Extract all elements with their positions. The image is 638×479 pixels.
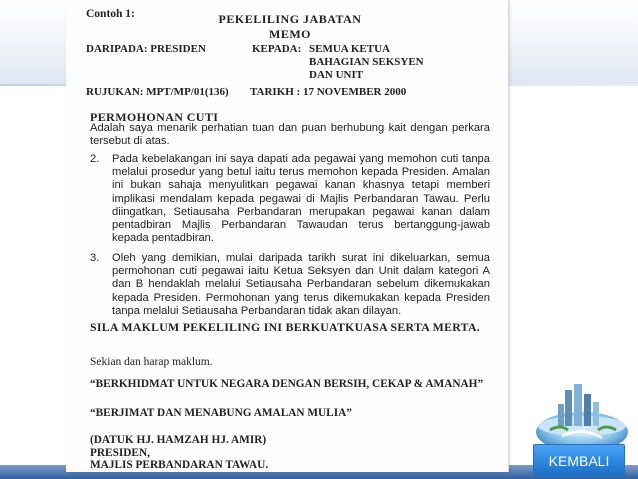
title-line-1: PEKELILING JABATAN [218,12,362,26]
reference-field: RUJUKAN: MPT/MP/01(136) [86,86,229,98]
memo-document [66,0,509,472]
to-line: DAN UNIT [309,69,364,81]
effective-notice: SILA MAKLUM PEKELILING INI BERKUATKUASA SERTA MERTA. [90,320,481,334]
to-label: KEPADA: [252,43,302,55]
paragraph-3 [90,252,490,318]
from-field: DARIPADA: PRESIDEN [86,43,206,55]
date-field: TARIKH : 17 NOVEMBER 2000 [250,86,407,98]
motto-2: “BERJIMAT DAN MENABUNG AMALAN MULIA” [90,407,352,419]
closing-line: Sekian dan harap maklum. [90,356,213,368]
paragraph-number: 3. [90,252,100,264]
kembali-button[interactable]: KEMBALI [533,444,625,477]
paragraph-2 [90,153,490,245]
paragraph-text: Oleh yang demikian, mulai daripada tarikh surat ini dikeluarkan, semua permohonan cuti pegawai iaitu Ketua Seksyen dan Unit dalam kategori A dan B hendaklah melalui Setiausaha Perbandaran sebelum dikemukakan kepada Presiden. Permohonan yang terus dikemukakan kepada Presiden tanpa melalui Setiausaha Perbandaran tidak akan dilayan. [112,252,490,317]
to-line: SEMUA KETUA [309,43,390,55]
paragraph-1: Adalah saya menarik perhatian tuan dan puan berhubung kait dengan perkara tersebut di atas. [90,122,490,148]
signature-line: MAJLIS PERBANDARAN TAWAU. [90,459,269,471]
paragraph-number: 2. [90,153,100,165]
to-line: BAHAGIAN SEKSYEN [309,56,424,68]
motto-1: “BERKHIDMAT UNTUK NEGARA DENGAN BERSIH, CEKAP & AMANAH” [90,378,484,390]
to-recipients [309,43,499,82]
example-label: Contoh 1: [86,8,135,20]
signature-line: PRESIDEN, [90,446,150,459]
memo-title [90,12,490,42]
signature-line: (DATUK HJ. HAMZAH HJ. AMIR) [90,434,267,446]
paragraph-text: Pada kebelakangan ini saya dapati ada pegawai yang memohon cuti tanpa melalui prosedur yang betul iaitu terus memohon kepada Presiden. Amalan ini bukan sahaja menyulitkan pegawai kanan khasnya tetapi memberi implikasi mendalam kepada pegawai di Majlis Perbandaran Tawau. Perlu diingatkan, Setiausaha Perbandaran merupakan pegawai kanan dalam pentadbiran Majlis Perbandaran Tawaudan terus bertanggung-jawab kepada pentadbiran. [112,153,490,245]
signature-block [90,434,490,472]
title-line-2: MEMO [269,27,311,41]
memo-subject: PERMOHONAN CUTI [90,110,219,124]
